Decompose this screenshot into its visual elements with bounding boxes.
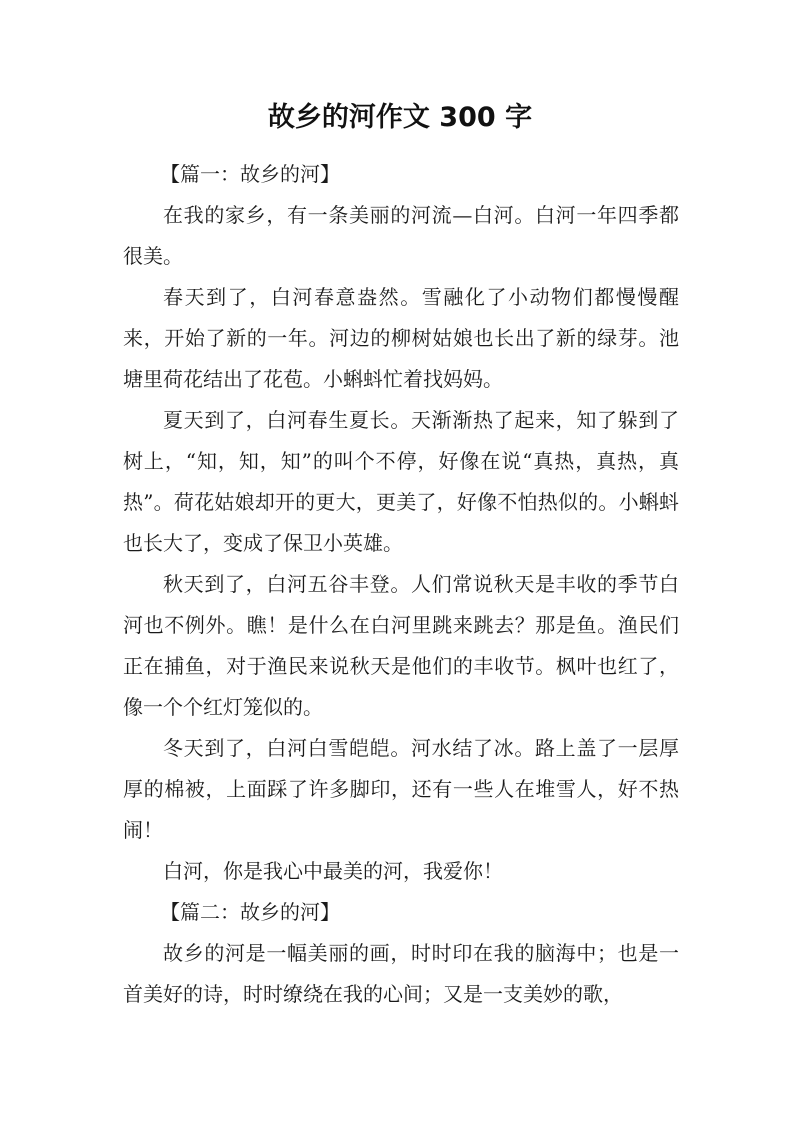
section-heading-2: 【篇二：故乡的河】 (160, 900, 340, 924)
paragraph-section2-intro: 故乡的河是一幅美丽的画，时时印在我的脑海中；也是一首美好的诗，时时缭绕在我的心间；又是一支美妙的歌， (123, 941, 679, 1006)
document-title: 故乡的河作文 300 字 (267, 102, 533, 133)
paragraph-conclusion: 白河，你是我心中最美的河，我爱你！ (163, 859, 503, 883)
document-body (123, 154, 679, 1015)
paragraph-winter: 冬天到了，白河白雪皑皑。河水结了冰。路上盖了一层厚厚的棉被，上面踩了许多脚印，还有一些人在堆雪人，好不热闹！ (123, 736, 679, 842)
paragraph-spring: 春天到了，白河春意盎然。雪融化了小动物们都慢慢醒来，开始了新的一年。河边的柳树姑娘也长出了新的绿芽。池塘里荷花结出了花苞。小蝌蚪忙着找妈妈。 (123, 285, 679, 391)
paragraph-summer: 夏天到了，白河春生夏长。天渐渐热了起来，知了躲到了树上，“知，知，知”的叫个不停，好像在说“真热，真热，真热”。荷花姑娘却开的更大，更美了，好像不怕热似的。小蝌蚪也长大了，变成了保卫小英雄。 (123, 408, 679, 555)
paragraph-autumn: 秋天到了，白河五谷丰登。人们常说秋天是丰收的季节白河也不例外。瞧！是什么在白河里跳来跳去？那是鱼。渔民们正在捕鱼，对于渔民来说秋天是他们的丰收节。枫叶也红了，像一个个红灯笼似的。 (123, 572, 679, 719)
section-heading-1: 【篇一：故乡的河】 (160, 162, 340, 186)
paragraph-intro: 在我的家乡，有一条美丽的河流—白河。白河一年四季都很美。 (123, 203, 679, 268)
